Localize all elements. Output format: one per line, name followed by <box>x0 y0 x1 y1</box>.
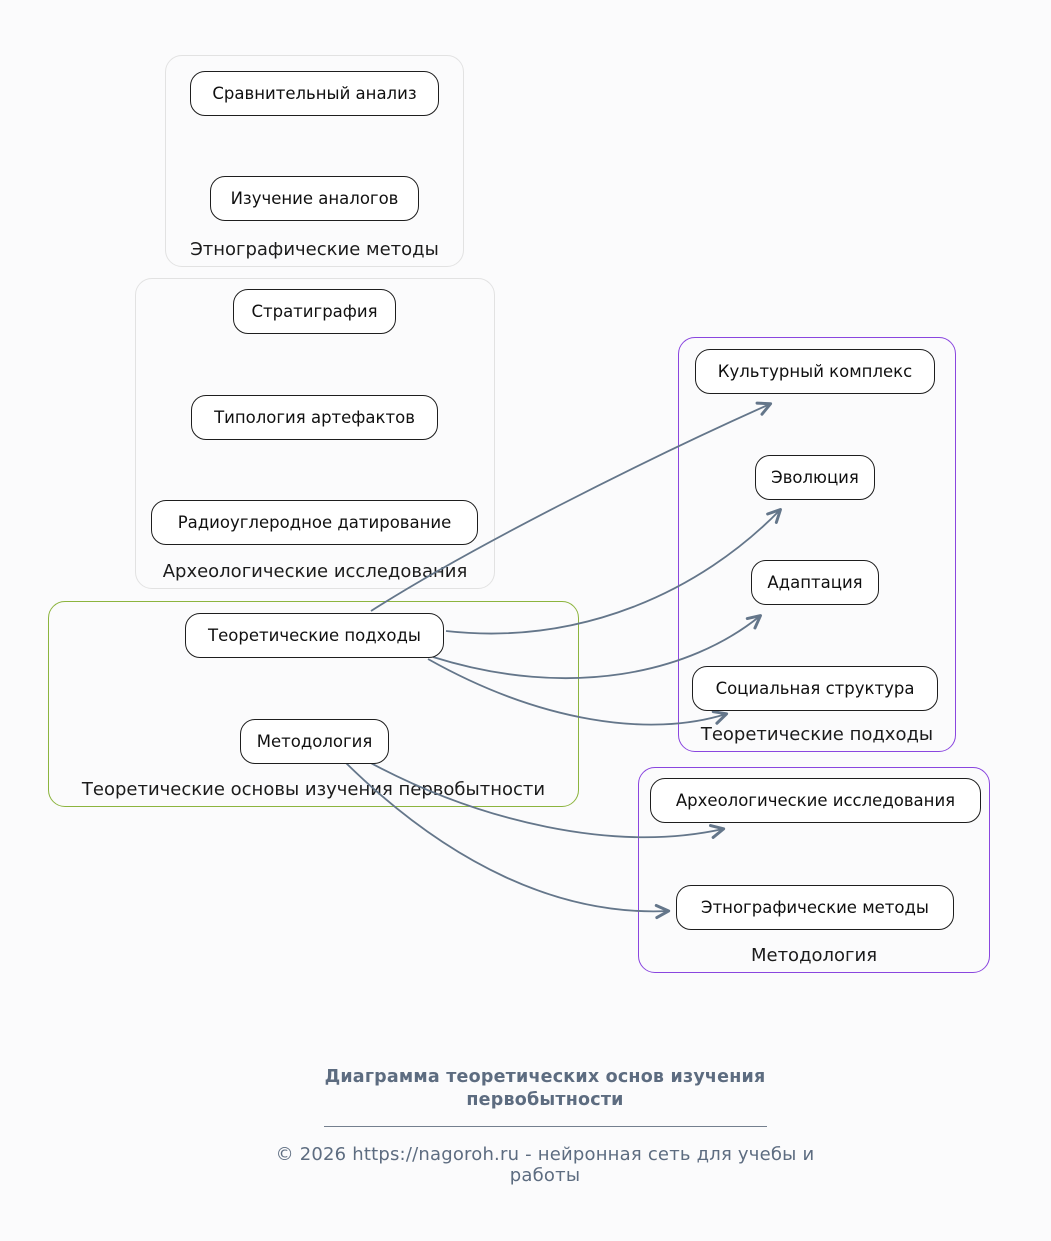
footer-title-line2: первобытности <box>466 1089 624 1110</box>
footer <box>240 1066 850 1186</box>
node-analog-study: Изучение аналогов <box>210 176 419 221</box>
footer-title <box>240 1066 850 1112</box>
node-comparative-analysis: Сравнительный анализ <box>190 71 439 116</box>
group-label: Теоретические основы изучения первобытности <box>81 779 546 800</box>
node-artifact-typology: Типология артефактов <box>191 395 438 440</box>
node-theoretical-approaches: Теоретические подходы <box>185 613 444 658</box>
footer-copyright: © 2026 https://nagoroh.ru - нейронная сеть для учебы и работы <box>275 1143 815 1186</box>
group-label: Теоретические подходы <box>700 724 934 745</box>
group-label: Методология <box>750 945 878 966</box>
footer-divider <box>324 1126 767 1127</box>
node-stratigraphy: Стратиграфия <box>233 289 396 334</box>
group-label: Этнографические методы <box>190 239 439 260</box>
node-adaptation: Адаптация <box>751 560 879 605</box>
node-radiocarbon-dating: Радиоуглеродное датирование <box>151 500 478 545</box>
group-label: Археологические исследования <box>162 561 468 582</box>
node-archaeological-research-ref: Археологические исследования <box>650 778 981 823</box>
node-methodology: Методология <box>240 719 389 764</box>
node-social-structure: Социальная структура <box>692 666 938 711</box>
footer-title-line1: Диаграмма теоретических основ изучения <box>324 1067 766 1087</box>
node-cultural-complex: Культурный комплекс <box>695 349 935 394</box>
node-ethnographic-methods-ref: Этнографические методы <box>676 885 954 930</box>
node-evolution: Эволюция <box>755 455 875 500</box>
